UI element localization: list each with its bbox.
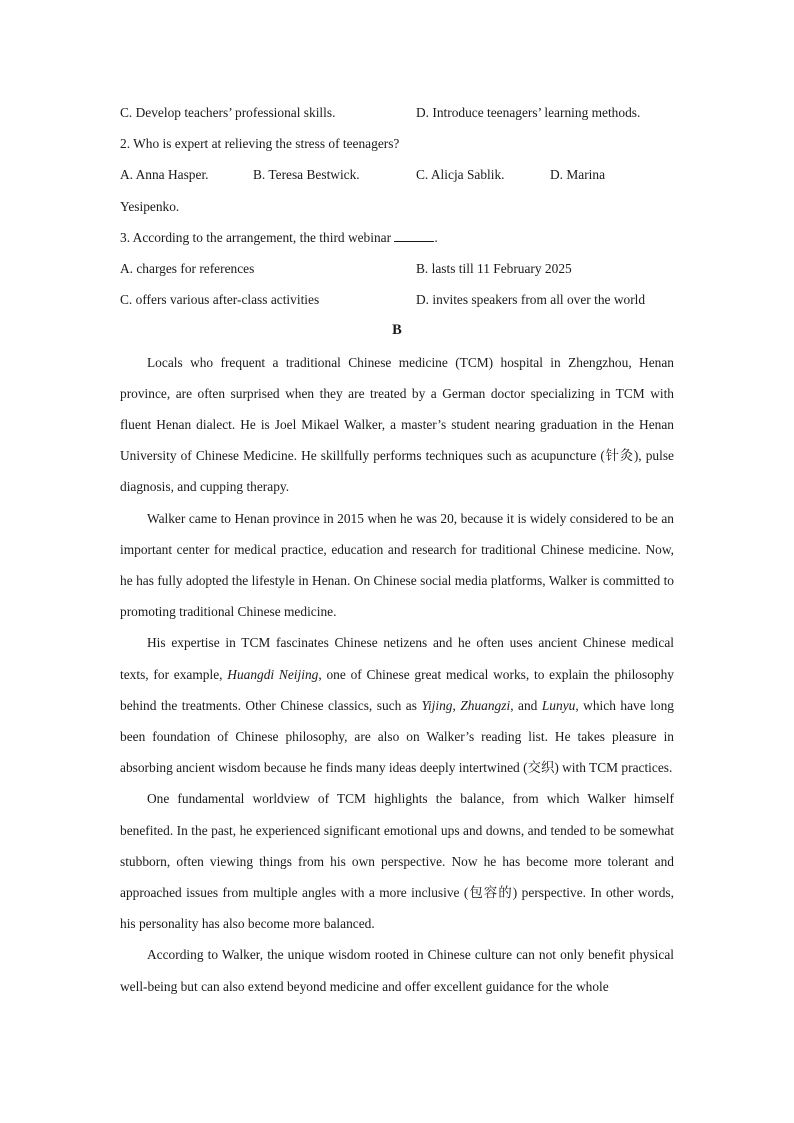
question-2-option-b[interactable]: B. Teresa Bestwick. [253, 167, 360, 183]
question-3-options-row-1 [120, 253, 674, 284]
question-3-stem-text: 3. According to the arrangement, the third webinar [120, 229, 395, 245]
book-title-huangdi-neijing: Huangdi Neijing [227, 666, 319, 682]
section-heading: B [392, 322, 402, 339]
paragraph-3-text-d: , and [510, 697, 542, 713]
passage-paragraph-3 [120, 627, 674, 783]
question-1-option-c[interactable]: C. Develop teachers’ professional skills. [120, 105, 336, 120]
question-3-option-c[interactable]: C. offers various after-class activities [120, 292, 320, 308]
question-1-option-d[interactable]: D. Introduce teenagers’ learning methods. [416, 105, 641, 120]
question-2-option-d[interactable]: D. Marina [550, 167, 606, 183]
book-title-yijing: Yijing [421, 697, 453, 713]
question-2-option-c[interactable]: C. Alicja Sablik. [416, 167, 505, 183]
book-title-zhuangzi: Zhuangzi [460, 697, 511, 713]
question-1-options-row [120, 97, 674, 128]
question-2-stem: 2. Who is expert at relieving the stress of teenagers? [120, 136, 400, 152]
answer-blank [394, 229, 434, 242]
paragraph-3-text-c: , [452, 697, 461, 713]
book-title-lunyu: Lunyu [541, 697, 576, 713]
question-3-options-row-2 [120, 284, 674, 315]
passage-paragraph-4: One fundamental worldview of TCM highlights the balance, from which Walker himself benefited. In the past, he experienced significant emotional ups and downs, and tended to be somewhat stubborn, often viewing things from his own perspective. Now he has become more tolerant and approached issues from multiple angles with a more inclusive (包容的) perspective. In other words, his personality has also become more balanced. [120, 791, 674, 932]
question-3-stem-end: . [434, 229, 438, 245]
question-3-option-d[interactable]: D. invites speakers from all over the world [416, 292, 646, 308]
paragraph-3-text-e: , which have long been foundation of Chinese philosophy, are also on Walker’s reading list. He takes pleasure in absorbing ancient wisdom because he finds many ideas deeply intertwined (交织) with TCM practices. [120, 697, 674, 776]
paragraph-3-text-b: , one of Chinese great medical works, to explain the philosophy behind the treatments. Other Chinese classics, such as [120, 666, 674, 713]
passage-paragraph-2: Walker came to Henan province in 2015 when he was 20, because it is widely considered to be an important center for medical practice, education and research for traditional Chinese medicine. Now, he has fully adopted the lifestyle in Henan. On Chinese social media platforms, Walker is committed to promoting traditional Chinese medicine. [120, 510, 674, 620]
question-2-options-row [120, 159, 674, 190]
paragraph-3-text-a: His expertise in TCM fascinates Chinese netizens and he often uses ancient Chinese medical texts, for example, [120, 635, 674, 682]
question-2-option-a[interactable]: A. Anna Hasper. [120, 167, 209, 183]
question-3-option-b[interactable]: B. lasts till 11 February 2025 [416, 260, 572, 276]
question-3-option-a[interactable]: A. charges for references [120, 260, 255, 276]
passage-paragraph-5: According to Walker, the unique wisdom rooted in Chinese culture can not only benefit physical well-being but can also extend beyond medicine and offer excellent guidance for the whole [120, 947, 674, 994]
question-2-option-d-continued: Yesipenko. [120, 198, 180, 214]
question-3-stem [120, 222, 674, 253]
document-page [120, 97, 674, 1002]
passage-paragraph-1: Locals who frequent a traditional Chinese medicine (TCM) hospital in Zhengzhou, Henan province, are often surprised when they are treated by a German doctor specializing in TCM with fluent Henan dialect. He is Joel Mikael Walker, a master’s student nearing graduation in the Henan University of Chinese Medicine. He skillfully performs techniques such as acupuncture (针灸), pulse diagnosis, and cupping therapy. [120, 354, 674, 495]
